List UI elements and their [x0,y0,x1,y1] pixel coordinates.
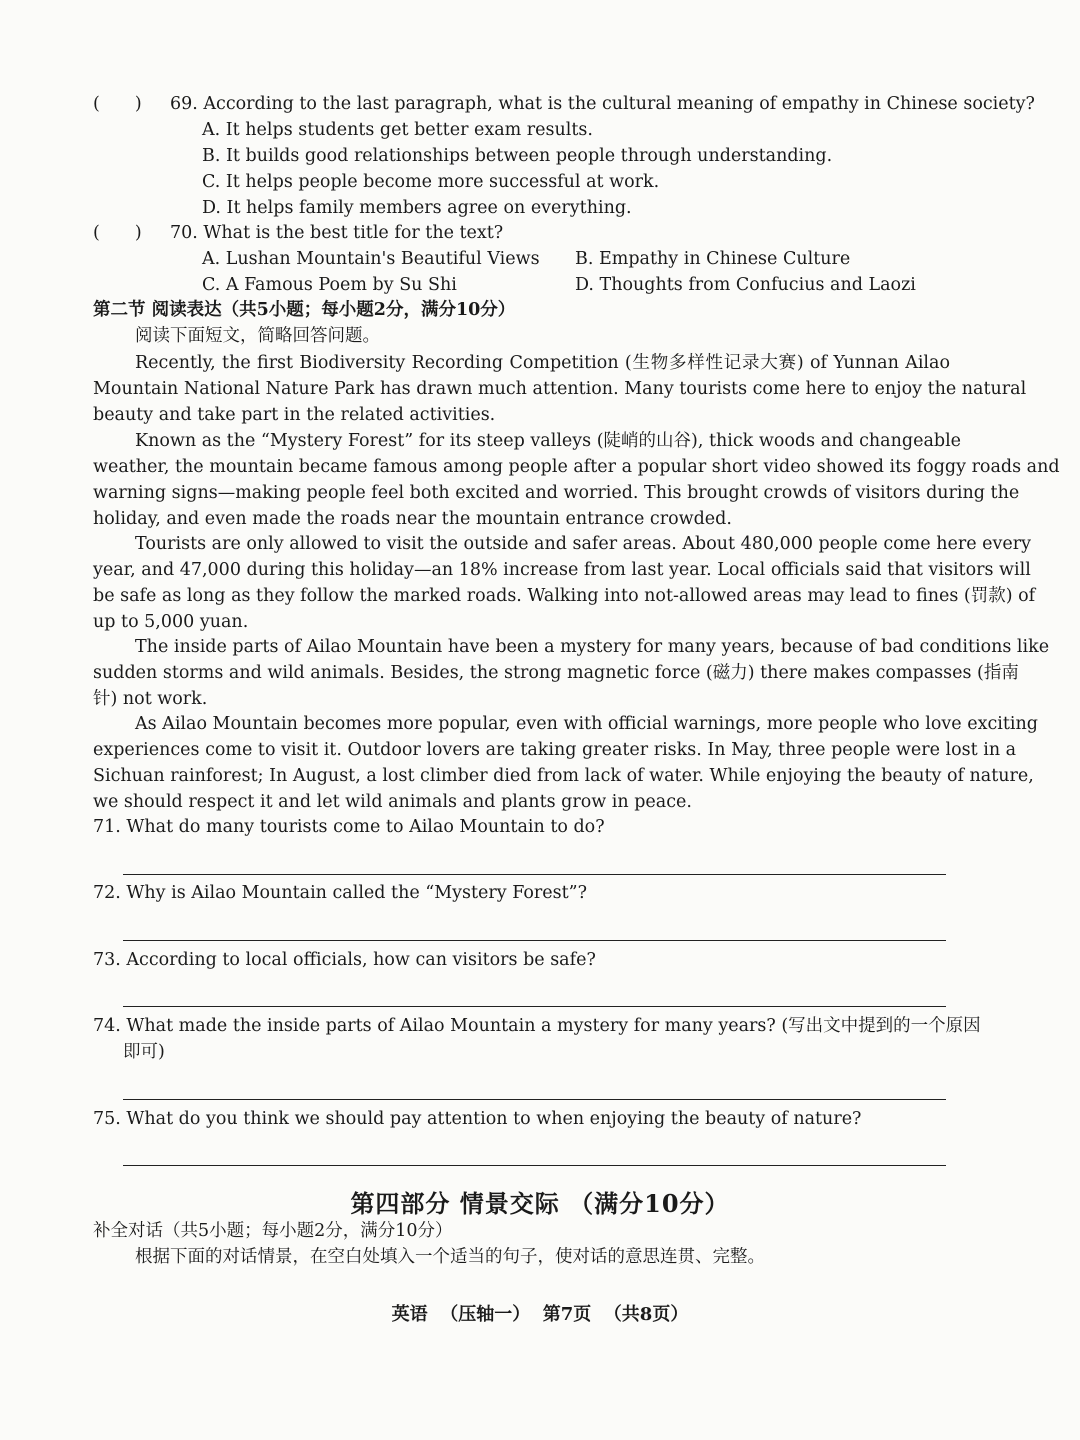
q69-answer-paren[interactable]: ( ) [93,94,142,114]
passage-line: beauty and take part in the related activities. [93,405,496,425]
passage-line: year, and 47,000 during this holiday—an 18% increase from last year. Local officials said that visitors will [93,560,1031,580]
passage-line: As Ailao Mountain becomes more popular, even with official warnings, more people who love exciting [135,714,1038,734]
answer-line-72[interactable] [123,940,946,941]
part4-title: 第四部分 情景交际 （满分10分） [350,1189,730,1218]
q69-option-d: D. It helps family members agree on everything. [202,198,632,218]
answer-line-73[interactable] [123,1006,946,1007]
passage-line: Recently, the first Biodiversity Recording Competition (生物多样性记录大赛) of Yunnan Ailao [135,353,950,373]
question-74: 74. What made the inside parts of Ailao Mountain a mystery for many years? (写出文中提到的一个原因 [93,1016,981,1036]
q69-stem: 69. According to the last paragraph, what is the cultural meaning of empathy in Chinese society? [170,94,1035,114]
page-footer: 英语 （压轴一） 第7页 （共8页） [391,1304,689,1325]
passage-line: The inside parts of Ailao Mountain have been a mystery for many years, because of bad conditions like [135,637,1050,657]
q70-option-a: A. Lushan Mountain's Beautiful Views [202,249,540,269]
passage-line: Sichuan rainforest; In August, a lost climber died from lack of water. While enjoying the beauty of nature, [93,766,1034,786]
passage-line: Mountain National Nature Park has drawn much attention. Many tourists come here to enjoy the natural [93,379,1027,399]
answer-line-74[interactable] [123,1099,946,1100]
section2-title: 第二节 阅读表达（共5小题；每小题2分，满分10分） [93,300,516,320]
q70-option-d: D. Thoughts from Confucius and Laozi [575,275,916,295]
question-74-continued: 即可) [123,1042,165,1062]
q69-option-b: B. It builds good relationships between people through understanding. [202,146,833,166]
part4-subtitle: 补全对话（共5小题；每小题2分，满分10分） [93,1221,453,1241]
section2-instruction: 阅读下面短文，简略回答问题。 [135,326,380,346]
passage-line: Known as the “Mystery Forest” for its steep valleys (陡峭的山谷), thick woods and changeable [135,431,962,451]
passage-line: be safe as long as they follow the marked roads. Walking into not-allowed areas may lead to fines (罚款) of [93,586,1036,606]
question-72: 72. Why is Ailao Mountain called the “Mystery Forest”? [93,883,587,903]
passage-line: up to 5,000 yuan. [93,612,249,632]
q70-option-c: C. A Famous Poem by Su Shi [202,275,457,295]
q70-stem: 70. What is the best title for the text? [170,223,504,243]
q70-option-b: B. Empathy in Chinese Culture [575,249,851,269]
passage-line: holiday, and even made the roads near the mountain entrance crowded. [93,509,732,529]
q69-option-c: C. It helps people become more successful at work. [202,172,660,192]
passage-line: experiences come to visit it. Outdoor lovers are taking greater risks. In May, three people were lost in a [93,740,1017,760]
passage-line: weather, the mountain became famous among people after a popular short video showed its foggy roads and [93,457,1060,477]
q69-option-a: A. It helps students get better exam results. [202,120,593,140]
question-75: 75. What do you think we should pay attention to when enjoying the beauty of nature? [93,1109,862,1129]
passage-line: we should respect it and let wild animals and plants grow in peace. [93,792,692,812]
passage-line: 针) not work. [93,689,208,709]
passage-line: warning signs—making people feel both excited and worried. This brought crowds of visitors during the [93,483,1020,503]
answer-line-75[interactable] [123,1165,946,1166]
question-71: 71. What do many tourists come to Ailao Mountain to do? [93,817,605,837]
question-73: 73. According to local officials, how can visitors be safe? [93,950,596,970]
part4-instruction: 根据下面的对话情景，在空白处填入一个适当的句子，使对话的意思连贯、完整。 [135,1247,765,1267]
q70-answer-paren[interactable]: ( ) [93,223,142,243]
answer-line-71[interactable] [123,874,946,875]
passage-line: Tourists are only allowed to visit the outside and safer areas. About 480,000 people come here every [135,534,1031,554]
passage-line: sudden storms and wild animals. Besides, the strong magnetic force (磁力) there makes compasses (指南 [93,663,1019,683]
